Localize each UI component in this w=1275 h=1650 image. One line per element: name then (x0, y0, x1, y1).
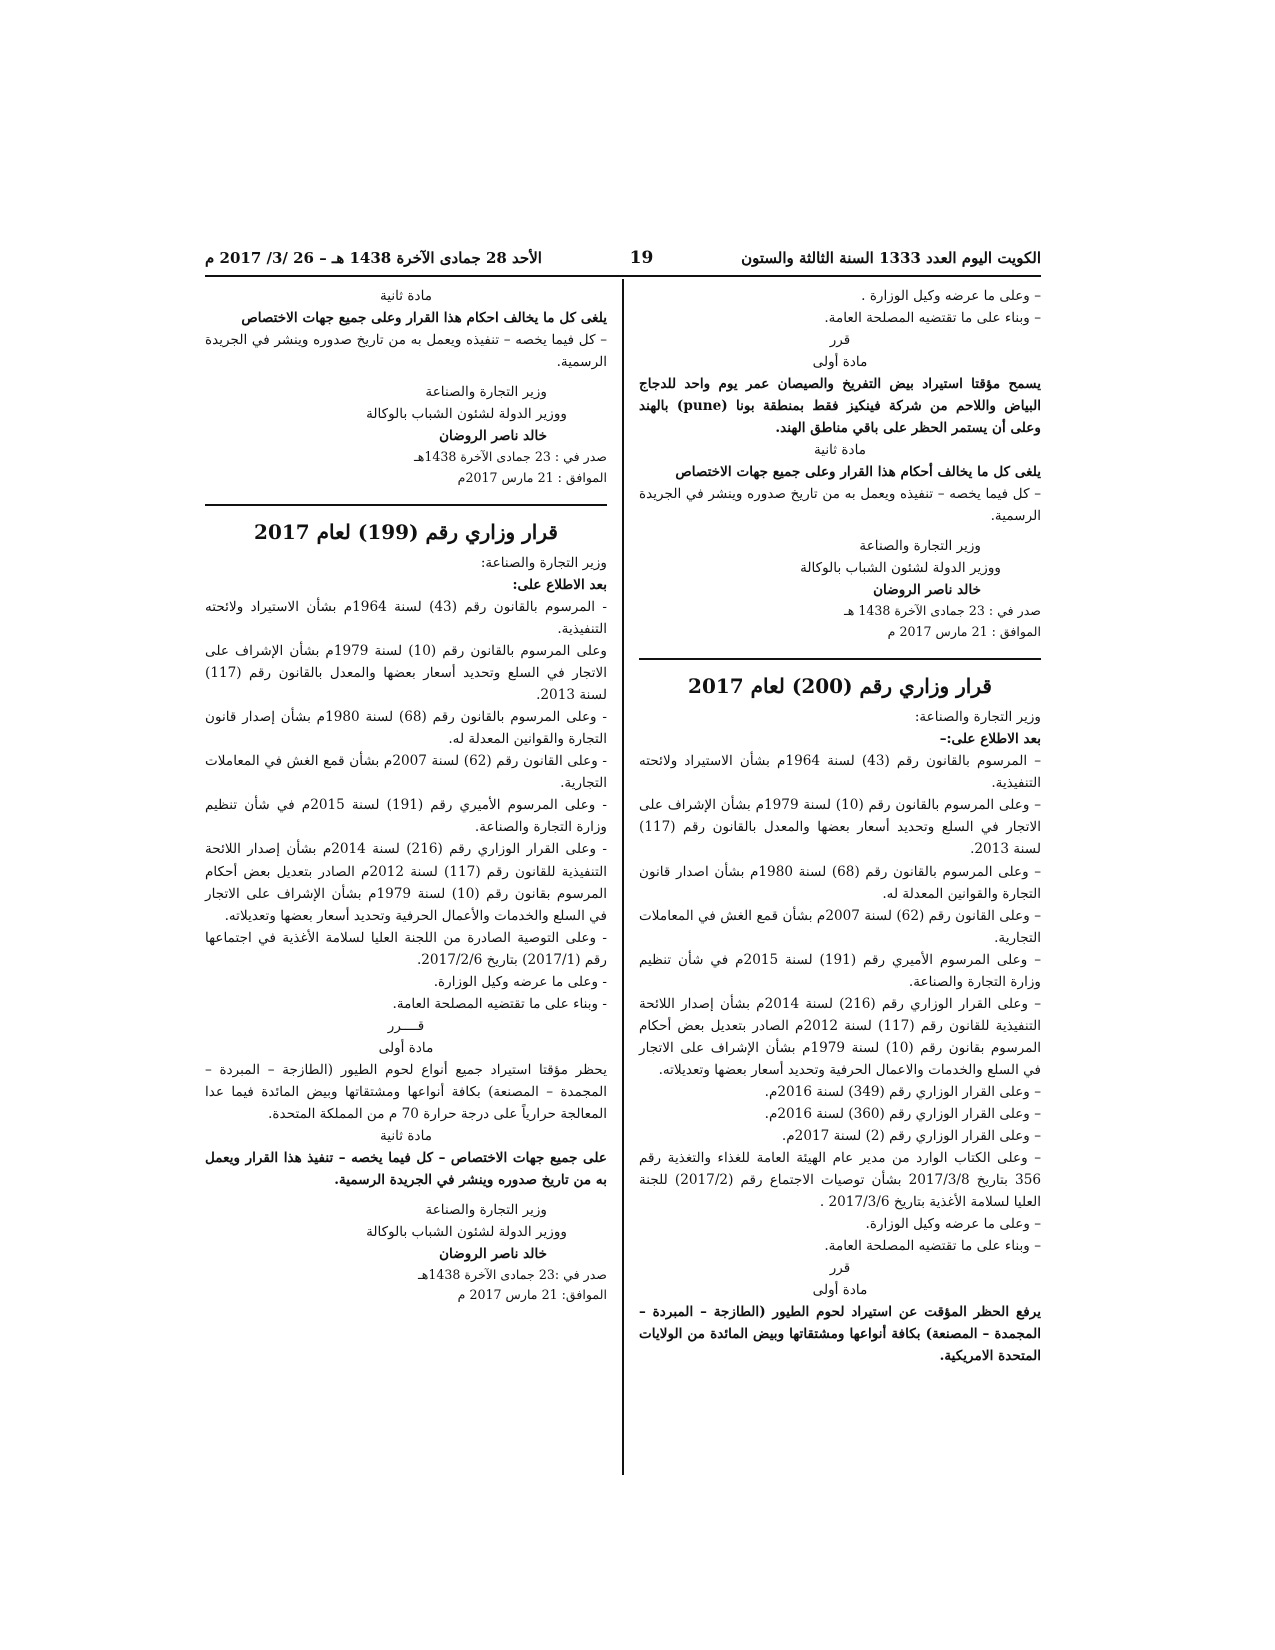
signature-name: خالد ناصر الروضان (439, 1245, 547, 1262)
decree-title: قرار وزاري رقم (199) لعام 2017 (254, 519, 558, 544)
clause-item: – وعلى ما عرضه وكيل الوزارة. (865, 1215, 1041, 1232)
article-text: – كل فيما يخصه – تنفيذه ويعمل به من تاريخ صدوره وينشر في الجريدة الرسمية. (639, 486, 1041, 525)
decided-heading: قرر (829, 332, 851, 349)
right-column (639, 285, 1041, 1367)
column-divider (622, 279, 624, 1475)
header-date: الأحد 28 جمادى الآخرة 1438 هـ – 26 /3/ 2017 م (205, 249, 542, 267)
article-text: يرفع الحظر المؤقت عن استيراد لحوم الطيور (الطازجة – المبردة – المجمدة – المصنعة) بكافة أنواعها ومشتقاتها وبيض المائدة من الولايات المتحدة الامريكية. (639, 1303, 1041, 1364)
article-title: مادة ثانية (379, 288, 433, 304)
minister-line: وزير التجارة والصناعة: (480, 555, 607, 572)
minister-line: وزير التجارة والصناعة: (914, 709, 1041, 726)
decree-title: قرار وزاري رقم (200) لعام 2017 (688, 674, 992, 698)
clause-item: - وعلى القانون رقم (62) لسنة 2007م بشأن قمع الغش في المعاملات التجارية. (205, 753, 607, 792)
clause-item: – وعلى المرسوم الأميري رقم (191) لسنة 2015م في شأن تنظيم وزارة التجارة والصناعة. (639, 951, 1042, 990)
clause-item: - المرسوم بالقانون رقم (43) لسنة 1964م بشأن الاستيراد ولائحته التنفيذية. (205, 599, 607, 638)
clause-item: - وعلى القرار الوزاري رقم (216) لسنة 2014م بشأن إصدار اللائحة التنفيذية للقانون رقم (117) لسنة 2012م الصادر بتعديل بعض أحكام المرسوم بقانون رقم (10) لسنة 1979م بشأن الإشراف على الاتجار في السلع والخدمات والأعمال الحرفية وتحديد أسعار بعضها وتعديلاته. (205, 841, 607, 924)
clause-item: - وعلى التوصية الصادرة من اللجنة العليا لسلامة الأغذية في اجتماعها رقم (2017/1) بتاريخ 2017/2/6. (205, 929, 607, 968)
decided-heading: قرر (829, 1259, 851, 1276)
issued-date: صدر في :23 جمادى الآخرة 1438هـ (418, 1266, 607, 1282)
header-rule (205, 275, 1041, 277)
section-rule (205, 504, 607, 506)
clause-item: – وعلى القرار الوزاري رقم (216) لسنة 2014م بشأن إصدار اللائحة التنفيذية للقانون رقم (117) لسنة 2012م الصادر بتعديل بعض أحكام المرسوم بقانون رقم (10) لسنة 1979م بشأن الإشراف على الاتجار في السلع والخدمات والاعمال الحرفية وتحديد أسعار بعضها وتعديلاته. (639, 995, 1041, 1078)
gazette-page (205, 245, 1041, 1475)
signature-name: خالد ناصر الروضان (873, 582, 981, 599)
article-text: يحظر مؤقتا استيراد جميع أنواع لحوم الطيور (الطازجة – المبردة – المجمدة – المصنعة) بكافة أنواعها ومشتقاتها وبيض المائدة فيما عدا المعالجة حرارياً على درجة حرارة 70 م من المملكة المتحدة. (205, 1061, 607, 1122)
signature-title: وزير التجارة والصناعة (425, 1201, 547, 1218)
article-text: – كل فيما يخصه – تنفيذه ويعمل به من تاريخ صدوره وينشر في الجريدة الرسمية. (205, 332, 607, 371)
page-header (205, 245, 1041, 271)
page-number: 19 (629, 248, 654, 268)
clause-item: وعلى المرسوم بالقانون رقم (10) لسنة 1979م بشأن الإشراف على الاتجار في السلع وتحديد أسعار بعضها والمعدل بالقانون رقم (117) لسنة 2013. (205, 643, 607, 704)
intro-clause: – وعلى ما عرضه وكيل الوزارة . (861, 288, 1041, 304)
article-title: مادة ثانية (379, 1127, 433, 1144)
issued-date: صدر في : 23 جمادى الآخرة 1438هـ (414, 449, 607, 465)
decided-heading: قــــرر (387, 1017, 425, 1034)
clause-item: – وعلى الكتاب الوارد من مدير عام الهيئة العامة للغذاء والتغذية رقم 356 بتاريخ 2017/3/8 بشأن توصيات الاجتماع رقم (2017/2) للجنة العليا لسلامة الأغذية بتاريخ 2017/3/6 . (639, 1149, 1041, 1210)
signature-title: ووزير الدولة لشئون الشباب بالوكالة (800, 560, 1001, 577)
clause-item: – وعلى القانون رقم (62) لسنة 2007م بشأن قمع الغش في المعاملات التجارية. (639, 907, 1041, 946)
signature-name: خالد ناصر الروضان (439, 428, 547, 445)
clause-item: – وبناء على ما تقتضيه المصلحة العامة. (824, 1237, 1041, 1254)
clause-item: – المرسوم بالقانون رقم (43) لسنة 1964م بشأن الاستيراد ولائحته التنفيذية. (639, 753, 1042, 792)
after-review: بعد الاطلاع على:– (939, 731, 1041, 748)
article-text: على جميع جهات الاختصاص – كل فيما يخصه – تنفيذ هذا القرار ويعمل به من تاريخ صدوره وينشر في الجريدة الرسمية. (205, 1149, 607, 1188)
clause-item: – وعلى القرار الوزاري رقم (349) لسنة 2016م. (764, 1083, 1041, 1100)
clause-item: – وعلى القرار الوزاري رقم (2) لسنة 2017م. (781, 1127, 1041, 1144)
article-title: مادة أولى (812, 1281, 868, 1298)
signature-title: ووزير الدولة لشئون الشباب بالوكالة (366, 1223, 567, 1240)
issued-date: صدر في : 23 جمادى الآخرة 1438 هـ (844, 603, 1041, 619)
clause-item: – وعلى المرسوم بالقانون رقم (68) لسنة 1980م بشأن اصدار قانون التجارة والقوانين المعدلة له. (639, 863, 1041, 902)
corresponding-date: الموافق : 21 مارس 2017 م (887, 623, 1041, 639)
clause-item: – وعلى القرار الوزاري رقم (360) لسنة 2016م. (764, 1105, 1041, 1122)
article-title: مادة أولى (378, 1039, 434, 1056)
left-column (205, 285, 607, 1306)
signature-title: ووزير الدولة لشئون الشباب بالوكالة (366, 406, 567, 423)
header-publication: الكويت اليوم العدد 1333 السنة الثالثة والستون (741, 249, 1041, 267)
article-title: مادة ثانية (813, 442, 867, 459)
clause-item: - وبناء على ما تقتضيه المصلحة العامة. (392, 995, 607, 1012)
article-title: مادة أولى (812, 354, 868, 371)
article-text: يلغى كل ما يخالف احكام هذا القرار وعلى جميع جهات الاختصاص (241, 310, 607, 327)
signature-title: وزير التجارة والصناعة (425, 384, 547, 401)
corresponding-date: الموافق : 21 مارس 2017م (457, 469, 607, 485)
after-review: بعد الاطلاع على: (512, 577, 607, 594)
clause-item: - وعلى المرسوم الأميري رقم (191) لسنة 2015م في شأن تنظيم وزارة التجارة والصناعة. (205, 797, 607, 836)
clause-item: – وعلى المرسوم بالقانون رقم (10) لسنة 1979م بشأن الإشراف على الاتجار في السلع وتحديد أسعار بعضها والمعدل بالقانون رقم (117) لسنة 2013. (639, 797, 1041, 858)
signature-title: وزير التجارة والصناعة (859, 538, 981, 555)
article-text: يسمح مؤقتا استيراد بيض التفريخ والصيصان عمر يوم واحد للدجاج البياض واللاحم من شركة فينكيز فقط بمنطقة بونا (pune) بالهند وعلى أن يستمر الحظر على باقي مناطق الهند. (639, 376, 1041, 437)
clause-item: - وعلى ما عرضه وكيل الوزارة. (433, 973, 607, 990)
section-rule (639, 658, 1041, 660)
clause-list (639, 750, 1041, 1256)
corresponding-date: الموافق: 21 مارس 2017 م (457, 1287, 607, 1303)
clause-list (205, 596, 607, 1014)
article-text: يلغى كل ما يخالف أحكام هذا القرار وعلى جميع جهات الاختصاص (675, 464, 1041, 481)
intro-clause: – وبناء على ما تقتضيه المصلحة العامة. (824, 310, 1041, 327)
clause-item: - وعلى المرسوم بالقانون رقم (68) لسنة 1980م بشأن إصدار قانون التجارة والقوانين المعدلة له. (205, 709, 608, 748)
